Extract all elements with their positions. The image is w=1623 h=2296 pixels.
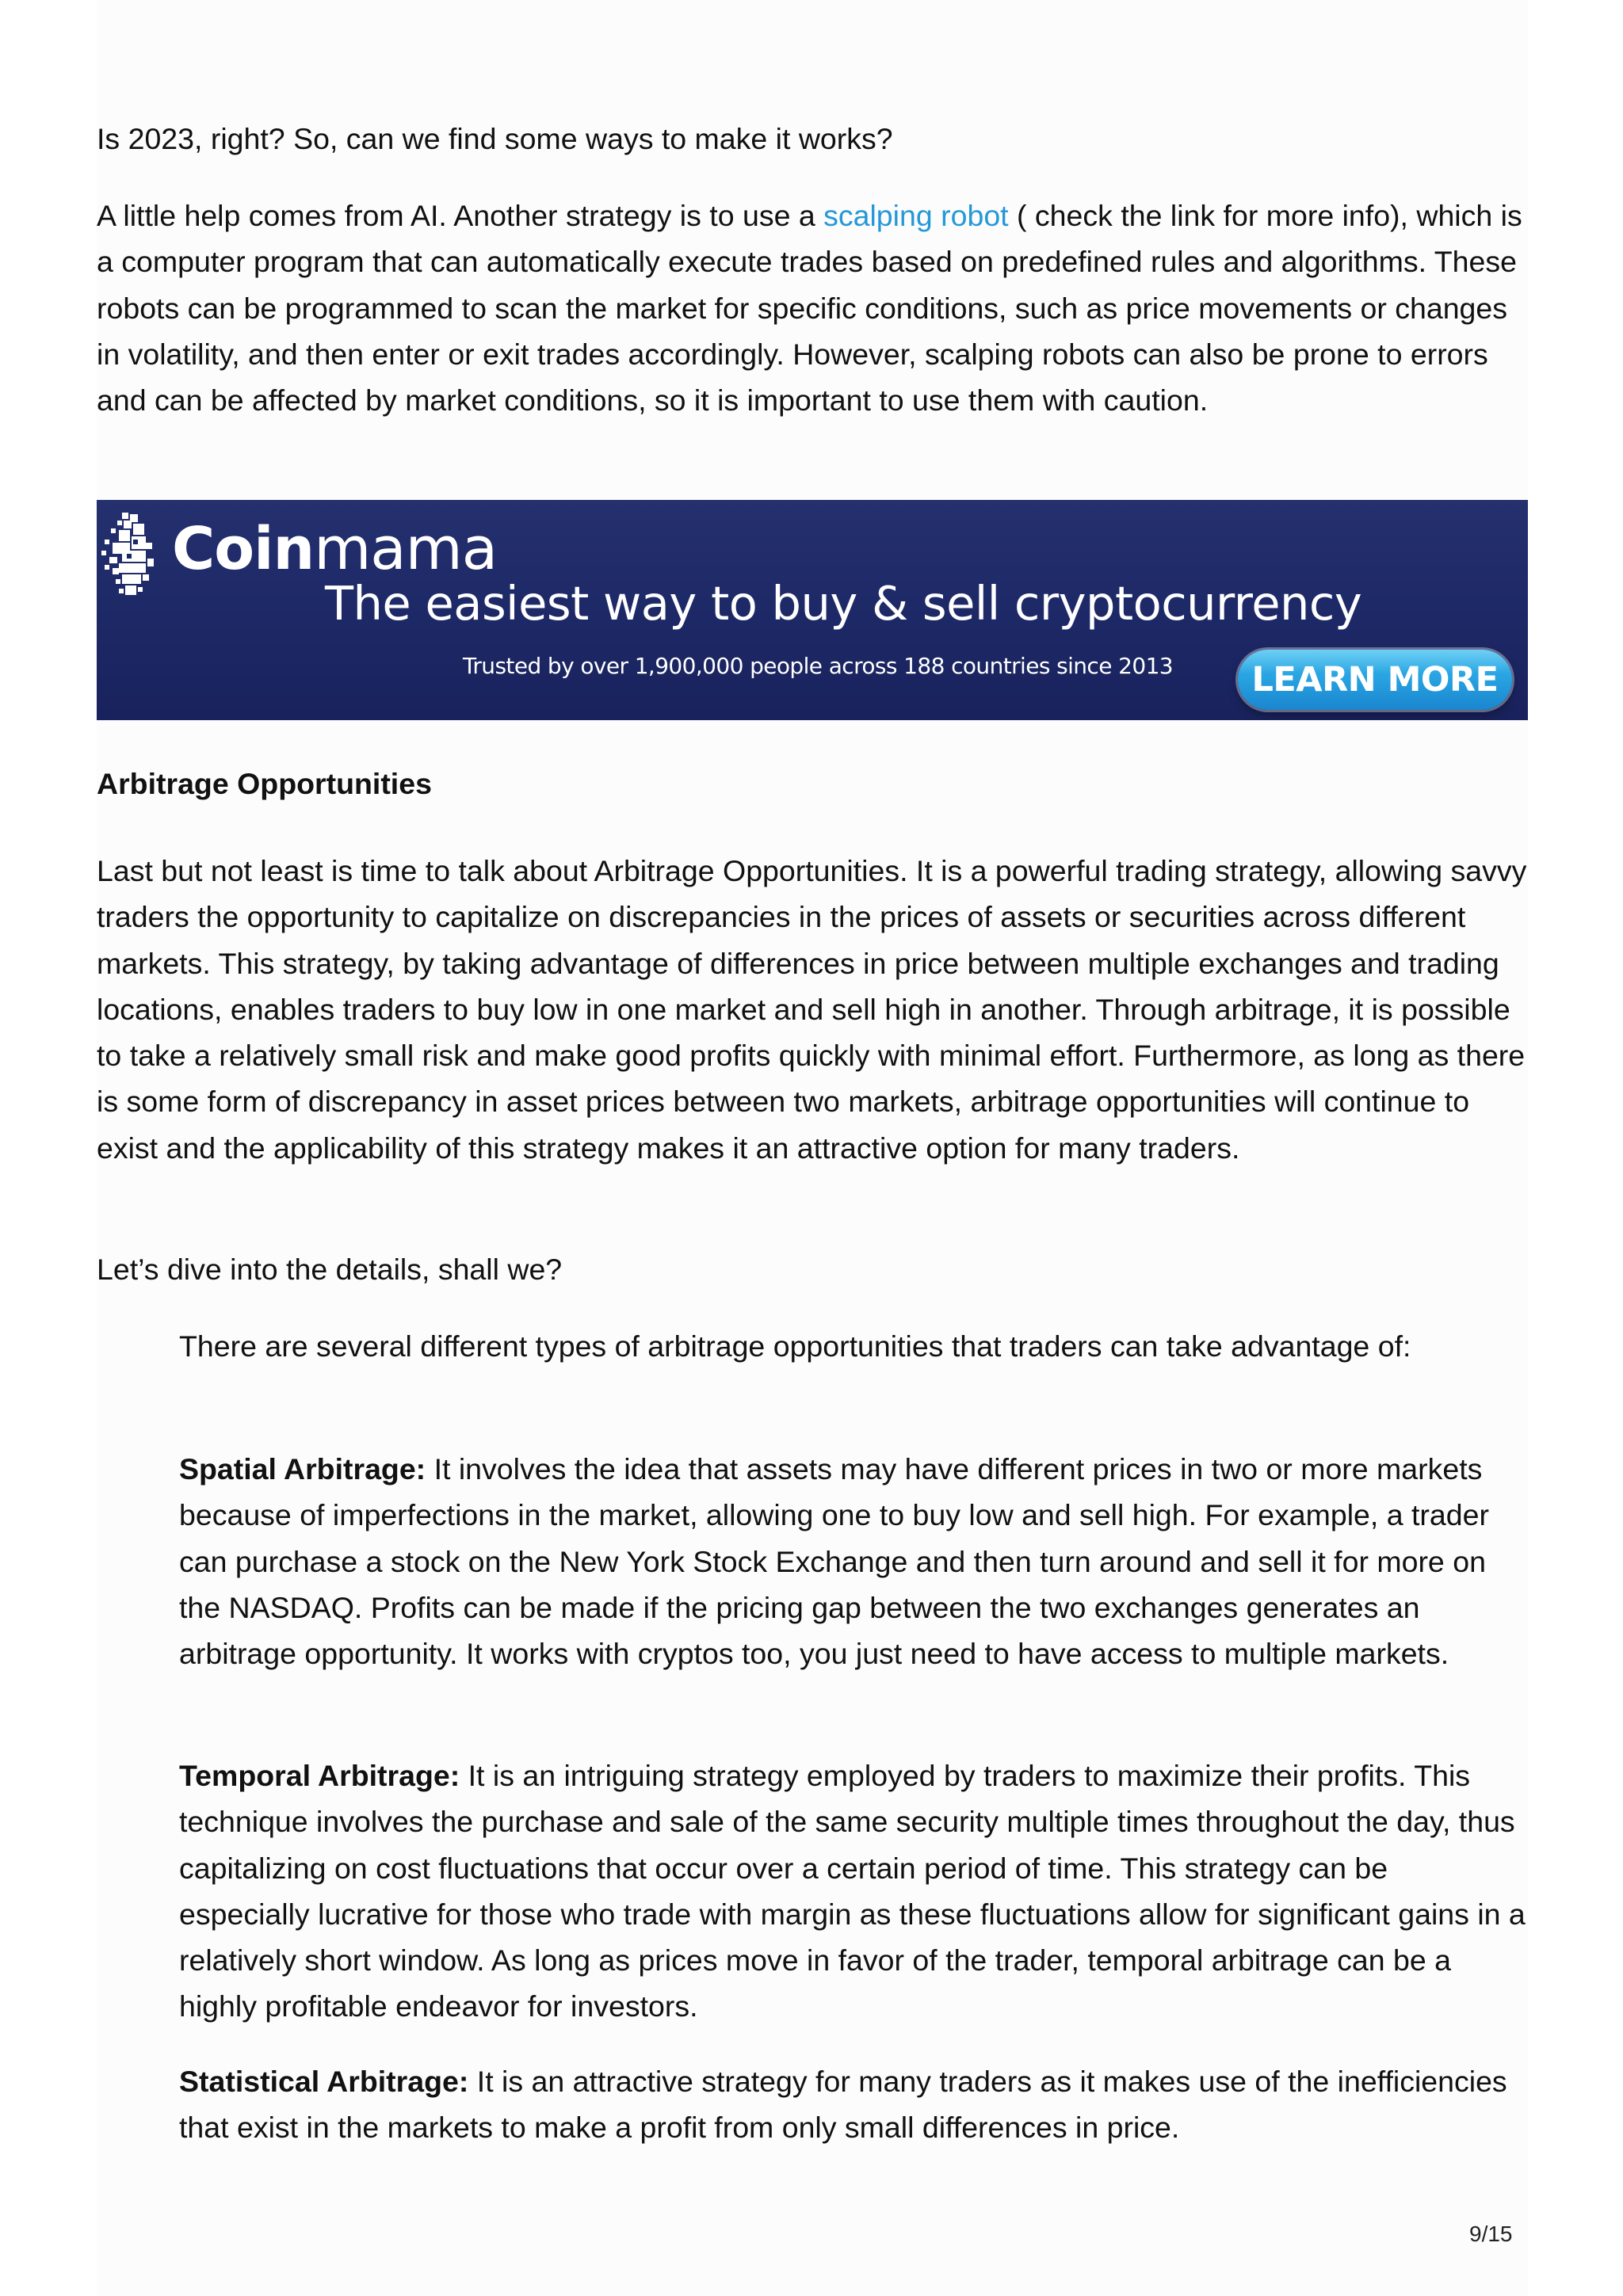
logo-word-coin: Coin [172, 515, 315, 583]
arbitrage-paragraph: Last but not least is time to talk about Arbitrage Opportunities. It is a powerful trading strategy, allowing savvy traders the opportunity to capitalize on discrepancies in the prices of assets or securities across different markets. This strategy, by taking advantage of differences in price between multiple exchanges and trading locations, enables traders to buy low in one market and sell high in another. Through arbitrage, it is possible to take a relatively small risk and make good profits quickly with minimal effort. Furthermore, as long as there is some form of discrepancy in asset prices between two markets, arbitrage opportunities will continue to exist and the applicability of this strategy makes it an attractive option for many traders. [97, 854, 1527, 1165]
details-paragraph: Let’s dive into the details, shall we? [97, 1253, 563, 1286]
page-number: 9/15 [1469, 2222, 1513, 2246]
statistical-arbitrage-text: It is an attractive strategy for many traders as it makes use of the inefficiencies that exist in the markets to make a profit from only small differences in price. [179, 2065, 1507, 2145]
coinmama-ad-banner[interactable] [97, 500, 1528, 720]
spatial-arbitrage-label: Spatial Arbitrage: [179, 1452, 426, 1486]
temporal-arbitrage-label: Temporal Arbitrage: [179, 1759, 460, 1792]
quote-intro: There are several different types of arbitrage opportunities that traders can take advantage of: [179, 1329, 1411, 1363]
intro-paragraph: Is 2023, right? So, can we find some ways to make it works? [97, 122, 893, 155]
scalping-robot-link[interactable]: scalping robot [823, 199, 1009, 232]
statistical-arbitrage-item [179, 2058, 1526, 2151]
spatial-arbitrage-text: It involves the idea that assets may have different prices in two or more markets because of imperfections in the market, allowing one to buy low and sell high. For example, a trader can purchase a stock on the New York Stock Exchange and then turn around and sell it for more on the NASDAQ. Profits can be made if the pricing gap between the two exchanges generates an arbitrage opportunity. It works with cryptos too, you just need to have access to multiple markets. [179, 1452, 1489, 1671]
logo-word-mama: mama [314, 515, 498, 583]
statistical-arbitrage-label: Statistical Arbitrage: [179, 2065, 469, 2098]
learn-more-button[interactable]: LEARN MORE [1238, 650, 1512, 710]
banner-headline: The easiest way to buy & sell cryptocurrency [325, 576, 1362, 631]
temporal-arbitrage-text: It is an intriguing strategy employed by traders to maximize their profits. This technique involves the purchase and sale of the same security multiple times throughout the day, thus capitalizing on cost fluctuations that occur over a certain period of time. This strategy can be especially lucrative for those who trade with margin as these fluctuations allow for significant gains in a relatively short window. As long as prices move in favor of the trader, temporal arbitrage can be a highly profitable endeavor for investors. [179, 1759, 1526, 2023]
temporal-arbitrage-item [179, 1753, 1526, 2030]
section-heading: Arbitrage Opportunities [97, 767, 432, 800]
coinmama-logo-text [172, 517, 497, 581]
coinmama-logo-icon [98, 511, 160, 598]
help-text-before: A little help comes from AI. Another strategy is to use a [97, 199, 824, 232]
spatial-arbitrage-item [179, 1446, 1526, 1676]
scalping-robot-paragraph [97, 193, 1528, 423]
help-text-after: ( check the link for more info), which is a computer program that can automatically execute trades based on predefined rules and algorithms. These robots can be programmed to scan the market for specific conditions, such as price movements or changes in volatility, and then enter or exit trades accordingly. However, scalping robots can also be prone to errors and can be affected by market conditions, so it is important to use them with caution. [97, 199, 1522, 418]
banner-trusted-text: Trusted by over 1,900,000 people across 188 countries since 2013 [463, 653, 1174, 679]
